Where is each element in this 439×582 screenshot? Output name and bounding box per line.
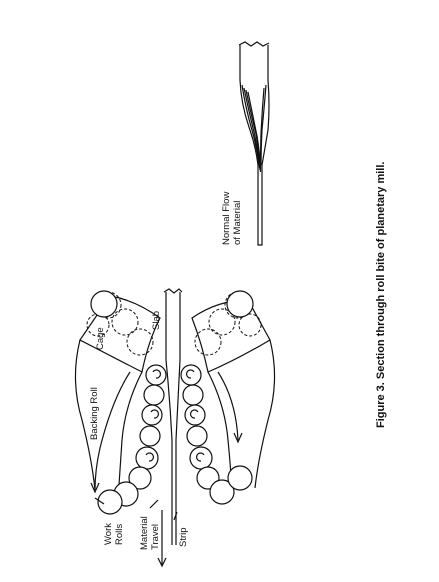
normal-flow-line-2: of Material	[232, 200, 243, 245]
slab	[166, 292, 180, 545]
flow-slab-outline	[240, 45, 269, 245]
figure-caption-text: Figure 3. Section through roll bite of planetary mill.	[375, 161, 387, 428]
normal-flow-drawing	[239, 42, 269, 245]
slab-break	[164, 289, 182, 293]
label-slab	[151, 311, 162, 330]
label-normal-flow-text	[221, 189, 243, 245]
work-rolls-line-1: Work	[103, 523, 114, 545]
backing-roll-top-right	[227, 291, 253, 317]
leader-material-travel	[150, 500, 158, 508]
figure-caption	[375, 162, 387, 428]
label-material-travel	[139, 514, 161, 550]
normal-flow-line-1: Normal Flow	[221, 191, 232, 245]
label-material-travel-text	[139, 514, 161, 550]
label-strip	[178, 527, 189, 547]
cage-rotation-arrow-left	[95, 372, 130, 490]
flow-slab-break	[239, 42, 269, 46]
label-work-rolls-text	[103, 520, 125, 545]
material-travel-line-1: Material	[139, 516, 150, 550]
work-rolls-left	[98, 365, 166, 514]
flow-lines	[242, 85, 266, 172]
label-work-rolls	[103, 520, 125, 545]
work-rolls-line-2: Rolls	[114, 523, 125, 545]
label-cage	[95, 327, 106, 350]
backing-roll-top-left	[91, 291, 117, 317]
label-strip-text: Strip	[178, 527, 189, 547]
cage-rotation-arrow-right	[218, 372, 238, 440]
label-slab-text: Slab	[151, 310, 162, 330]
label-backing-roll	[89, 387, 100, 440]
material-travel-line-2: Travel	[150, 523, 161, 550]
label-backing-roll-text: Backing Roll	[89, 387, 100, 440]
lower-cage-arc-outer	[255, 340, 275, 488]
label-cage-text: Cage	[95, 327, 106, 350]
label-normal-flow	[221, 189, 243, 245]
